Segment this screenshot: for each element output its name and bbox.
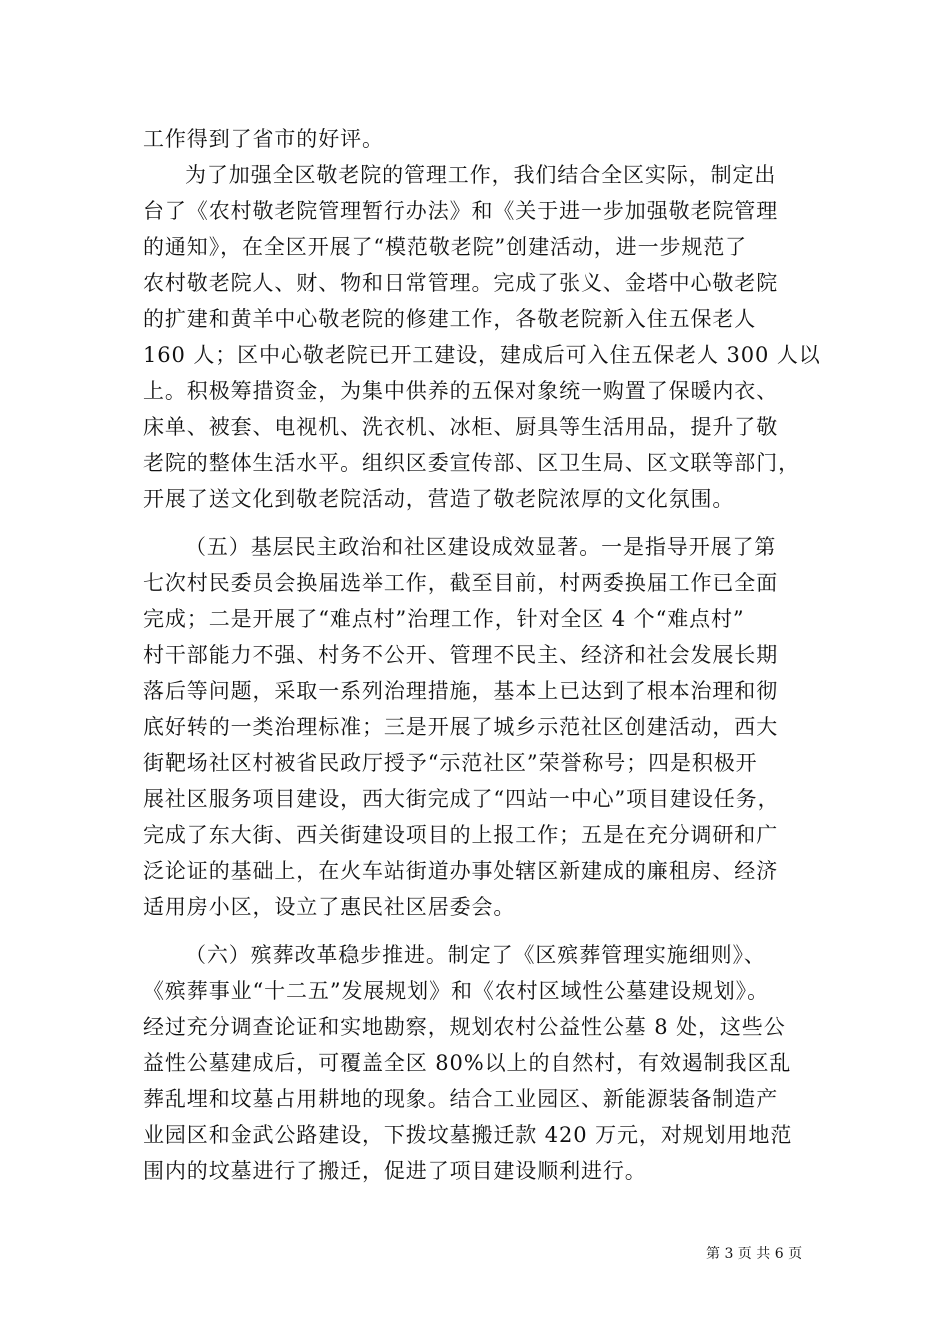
- text-line: 葬乱埋和坟墓占用耕地的现象。结合工业园区、新能源装备制造产: [143, 1087, 779, 1111]
- text-line: 街靶场社区村被省民政厅授予“示范社区”荣誉称号；四是积极开: [143, 751, 758, 775]
- text-line: 围内的坟墓进行了搬迁，促进了项目建设顺利进行。: [143, 1159, 647, 1183]
- text-line: 农村敬老院人、财、物和日常管理。完成了张义、金塔中心敬老院: [143, 271, 779, 295]
- text-line: 七次村民委员会换届选举工作，截至目前，村两委换届工作已全面: [143, 571, 779, 595]
- text-line: 上。积极筹措资金，为集中供养的五保对象统一购置了保暖内衣、: [143, 379, 779, 403]
- text-line: 台了《农村敬老院管理暂行办法》和《关于进一步加强敬老院管理: [143, 199, 779, 223]
- text-line: 《殡葬事业“十二五”发展规划》和《农村区域性公墓建设规划》。: [143, 979, 769, 1003]
- text-line: 益性公墓建成后，可覆盖全区 80%以上的自然村，有效遏制我区乱: [143, 1051, 792, 1075]
- text-line: 业园区和金武公路建设，下拨坟墓搬迁款 420 万元，对规划用地范: [143, 1123, 793, 1147]
- text-line: 为了加强全区敬老院的管理工作，我们结合全区实际，制定出: [185, 163, 777, 187]
- text-line: 工作得到了省市的好评。: [143, 127, 384, 151]
- text-line: 床单、被套、电视机、洗衣机、冰柜、厨具等生活用品，提升了敬: [143, 415, 779, 439]
- page-indicator: 第 3 页 共 6 页: [706, 1246, 803, 1262]
- text-line: （五）基层民主政治和社区建设成效显著。一是指导开展了第: [185, 535, 777, 559]
- text-line: 完成；二是开展了“难点村”治理工作，针对全区 4 个“难点村”: [143, 607, 745, 631]
- text-line: 泛论证的基础上，在火车站街道办事处辖区新建成的廉租房、经济: [143, 859, 779, 883]
- text-line: 村干部能力不强、村务不公开、管理不民主、经济和社会发展长期: [143, 643, 779, 667]
- text-line: 展社区服务项目建设，西大街完成了“四站一中心”项目建设任务，: [143, 787, 780, 811]
- text-line: 开展了送文化到敬老院活动，营造了敬老院浓厚的文化氛围。: [143, 487, 735, 511]
- text-line: 完成了东大街、西关街建设项目的上报工作；五是在充分调研和广: [143, 823, 779, 847]
- text-line: 的通知》，在全区开展了“模范敬老院”创建活动，进一步规范了: [143, 235, 748, 259]
- text-line: （六）殡葬改革稳步推进。制定了《区殡葬管理实施细则》、: [185, 943, 766, 967]
- text-line: 160 人；区中心敬老院已开工建设，建成后可入住五保老人 300 人以: [143, 343, 821, 367]
- text-line: 落后等问题，采取一系列治理措施，基本上已达到了根本治理和彻: [143, 679, 779, 703]
- text-line: 经过充分调查论证和实地勘察，规划农村公益性公墓 8 处，这些公: [143, 1015, 786, 1039]
- text-line: 底好转的一类治理标准；三是开展了城乡示范社区创建活动，西大: [143, 715, 779, 739]
- text-line: 适用房小区，设立了惠民社区居委会。: [143, 895, 516, 919]
- text-line: 老院的整体生活水平。组织区委宣传部、区卫生局、区文联等部门，: [143, 451, 800, 475]
- text-line: 的扩建和黄羊中心敬老院的修建工作，各敬老院新入住五保老人: [143, 307, 757, 331]
